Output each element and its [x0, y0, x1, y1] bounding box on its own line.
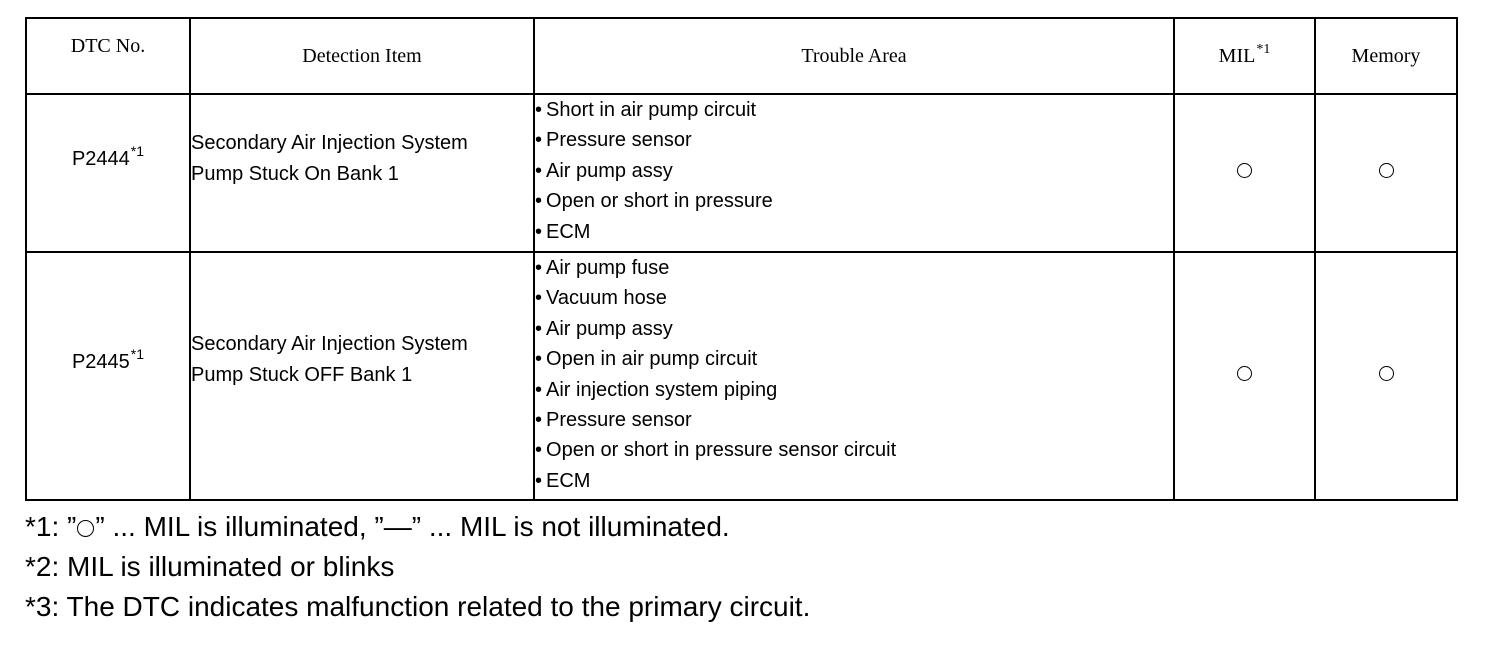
- memory-cell: [1315, 252, 1457, 500]
- trouble-area-cell: [534, 94, 1174, 252]
- detection-item-line: Secondary Air Injection System: [191, 132, 468, 154]
- detection-item-line: Secondary Air Injection System: [191, 333, 468, 355]
- trouble-area-item: • Open or short in pressure: [535, 190, 773, 213]
- circle-icon: [1237, 163, 1252, 178]
- dtc-code: P2445: [71, 350, 130, 373]
- table-row: [26, 252, 1457, 500]
- header-dtc-no: DTC No.: [26, 18, 190, 94]
- footnote-2: *2: MIL is illuminated or blinks: [25, 551, 395, 582]
- table-row: [26, 94, 1457, 252]
- trouble-area-item: • Vacuum hose: [535, 287, 667, 310]
- header-row: [26, 18, 1457, 94]
- detection-item-line: Pump Stuck On Bank 1: [191, 163, 399, 185]
- dtc-code-cell: [26, 252, 190, 500]
- trouble-area-item: • Air pump assy: [535, 159, 673, 182]
- header-memory: Memory: [1315, 18, 1457, 94]
- mil-cell: [1174, 252, 1315, 500]
- detection-item-cell: [190, 252, 534, 500]
- trouble-area-item: • Pressure sensor: [535, 409, 692, 432]
- dtc-code-cell: [26, 94, 190, 252]
- mil-cell: [1174, 94, 1315, 252]
- header-mil-footnote: *1: [1256, 41, 1271, 57]
- trouble-area-item: • ECM: [535, 469, 591, 492]
- detection-item-cell: [190, 94, 534, 252]
- circle-icon: [1379, 366, 1394, 381]
- header-trouble-area: Trouble Area: [534, 18, 1174, 94]
- circle-icon: [77, 520, 94, 537]
- header-mil: MIL$^{*1}$: [1174, 18, 1315, 94]
- footnote-1: *1: ” ” ... MIL is illuminated, ”—” ... MIL is not illuminated.: [25, 511, 730, 542]
- footnote-3: *3: The DTC indicates malfunction related to the primary circuit.: [25, 591, 811, 622]
- trouble-area-item: • Air pump fuse: [535, 257, 670, 279]
- trouble-area-item: • Short in air pump circuit: [535, 99, 757, 121]
- dtc-footnote: *1: [130, 345, 145, 362]
- footnotes: [25, 507, 810, 627]
- trouble-area-item: • ECM: [535, 220, 591, 243]
- dtc-footnote: *1: [130, 142, 145, 159]
- dtc-code: P2444: [71, 147, 130, 170]
- trouble-area-item: • Open or short in pressure sensor circuit: [535, 439, 897, 462]
- memory-cell: [1315, 94, 1457, 252]
- trouble-area-item: • Air pump assy: [535, 317, 673, 340]
- header-detection-item: Detection Item: [190, 18, 534, 94]
- trouble-area-item: • Air injection system piping: [535, 378, 778, 401]
- trouble-area-cell: [534, 252, 1174, 500]
- trouble-area-item: • Open in air pump circuit: [535, 348, 758, 371]
- circle-icon: [1379, 163, 1394, 178]
- detection-item-line: Pump Stuck OFF Bank 1: [191, 364, 413, 386]
- dtc-table: [25, 17, 1458, 501]
- trouble-area-item: • Pressure sensor: [535, 129, 692, 152]
- circle-icon: [1237, 366, 1252, 381]
